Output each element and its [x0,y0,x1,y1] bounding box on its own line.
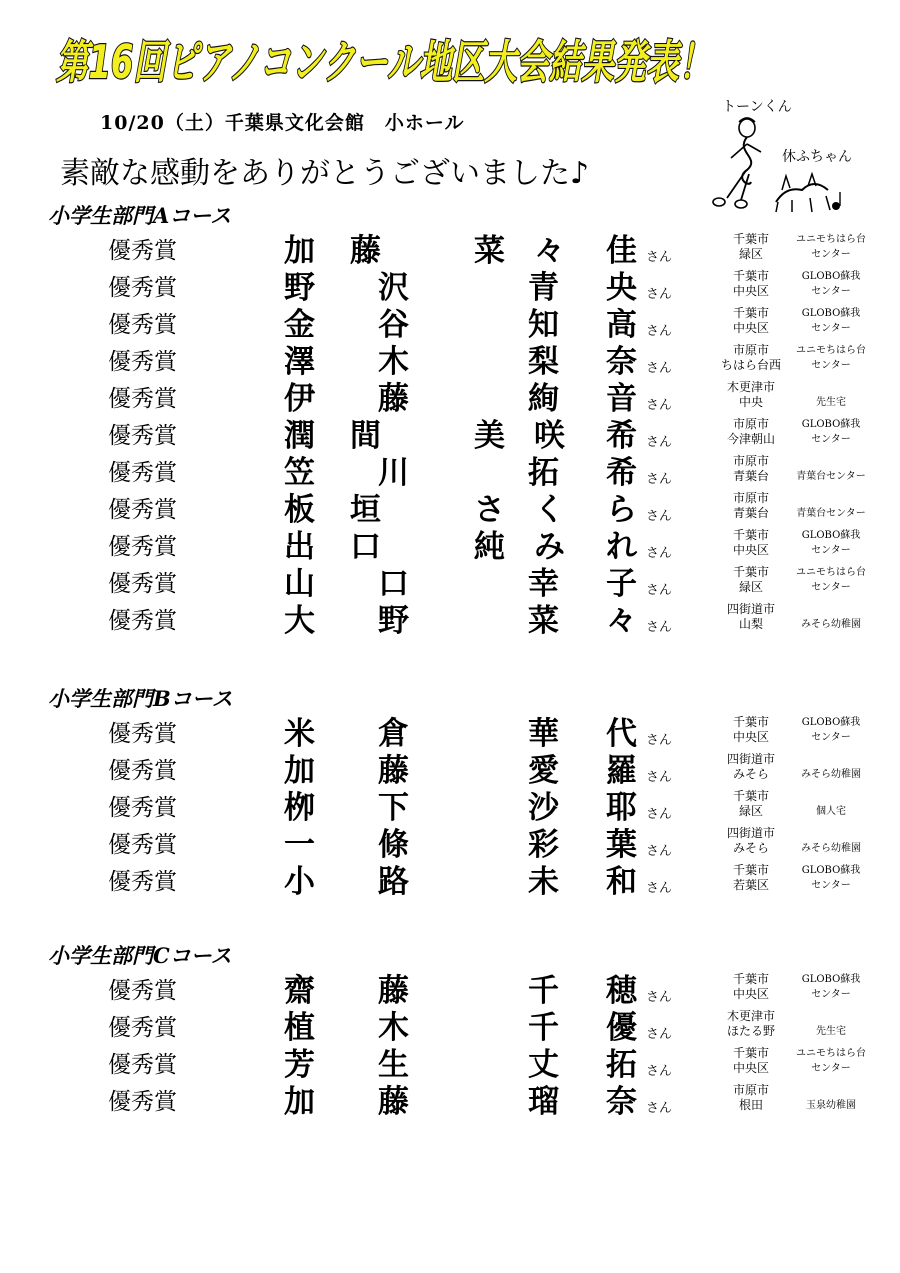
venue [786,715,876,745]
location-area: みそら [732,767,769,781]
venue-line: センター [811,323,851,334]
venue-line: GLOBO蘇我 [801,717,861,728]
award-label: 優秀賞 [108,386,177,412]
location [716,565,786,595]
location-area: 中央区 [732,284,769,298]
location-area: 中央区 [732,1061,769,1075]
name-char: 葉 [606,827,637,863]
location-city: 千葉市 [732,715,769,729]
name-char: み [534,529,565,565]
venue-line: ユニモちはら台 [796,234,866,245]
name-char: 倉 [378,716,409,752]
location-city: 千葉市 [732,972,769,986]
honorific: さん [646,546,673,561]
venue-line: 個人宅 [816,806,846,817]
name-char: 山 [284,566,315,602]
name-char: 生 [378,1047,409,1083]
venue-line [786,826,876,841]
location-area: 中央区 [732,730,769,744]
name-char: 奈 [606,344,637,380]
name-char: 芳 [284,1047,315,1083]
location [716,1083,786,1113]
honorific: さん [646,250,673,265]
location-city: 市原市 [732,343,769,357]
name-char: 潤 [284,418,315,454]
name-char: 々 [534,233,565,269]
venue [786,343,876,373]
name-char: 拓 [528,455,559,491]
name-char: 一 [284,827,315,863]
location [716,826,786,856]
honorific: さん [646,881,673,896]
honorific: さん [646,1101,673,1116]
location-city: 市原市 [732,454,769,468]
venue-line: センター [811,286,851,297]
award-label: 優秀賞 [108,795,177,821]
name-char: 條 [378,827,409,863]
honorific: さん [646,844,673,859]
name-char: 々 [606,603,637,639]
venue [786,1009,876,1039]
venue-line: センター [811,360,851,371]
name-char: 穂 [606,973,637,1009]
location-area: ほたる野 [726,1024,775,1038]
location-area: 今津朝山 [726,432,775,446]
award-label: 優秀賞 [108,1052,177,1078]
venue-line [786,1083,876,1098]
award-label: 優秀賞 [108,608,177,634]
name-char: 加 [284,1084,315,1120]
name-char: 音 [606,381,637,417]
name-char: 瑠 [528,1084,559,1120]
honorific: さん [646,1027,673,1042]
name-char: 央 [606,270,637,306]
name-char: 丈 [528,1047,559,1083]
venue-line [786,491,876,506]
location-area: ちはら台西 [720,358,781,372]
venue-line: センター [811,1063,851,1074]
location-area: 青葉台 [732,506,769,520]
name-char: 奈 [606,1084,637,1120]
thanks-message: 素敵な感動をありがとうございました♪ [60,156,590,191]
venue [786,269,876,299]
name-char: 羅 [606,753,637,789]
name-char: 出 [284,529,315,565]
venue-line: センター [811,434,851,445]
name-char: 澤 [284,344,315,380]
venue [786,454,876,484]
venue-line: 青葉台センター [796,508,866,519]
name-char: 伊 [284,381,315,417]
location-city: 四街道市 [726,826,775,840]
mascot-kyufu-illustration [768,168,846,216]
result-row [0,602,900,644]
name-char: 咲 [534,418,565,454]
venue-line [786,752,876,767]
location-area: 緑区 [738,804,763,818]
honorific: さん [646,509,673,524]
name-char: 野 [378,603,409,639]
name-char: 千 [528,973,559,1009]
venue-line: センター [811,880,851,891]
name-char: 木 [378,1010,409,1046]
name-char: 青 [528,270,559,306]
name-char: 和 [606,864,637,900]
name-char: 藤 [378,381,409,417]
name-char: 川 [378,455,409,491]
venue [786,789,876,819]
location [716,232,786,262]
award-label: 優秀賞 [108,571,177,597]
venue [786,826,876,856]
name-char: 金 [284,307,315,343]
location-area: 青葉台 [732,469,769,483]
result-row [0,863,900,905]
name-char: 藤 [350,233,381,269]
venue-line: ユニモちはら台 [796,345,866,356]
name-char: 栁 [284,790,315,826]
location [716,306,786,336]
name-char: 拓 [606,1047,637,1083]
name-char: 希 [606,455,637,491]
name-char: 千 [528,1010,559,1046]
name-char: く [534,492,565,528]
honorific: さん [646,770,673,785]
venue-line: GLOBO蘇我 [801,974,861,985]
name-char: 彩 [528,827,559,863]
honorific: さん [646,733,673,748]
name-char: 耶 [606,790,637,826]
award-label: 優秀賞 [108,423,177,449]
name-char: 加 [284,753,315,789]
venue-line: 先生宅 [816,1026,846,1037]
location-city: 木更津市 [726,1009,775,1023]
venue [786,417,876,447]
name-char: 華 [528,716,559,752]
name-char: 愛 [528,753,559,789]
name-char: 沙 [528,790,559,826]
location [716,491,786,521]
location-city: 木更津市 [726,380,775,394]
venue-line: GLOBO蘇我 [801,308,861,319]
name-char: 沢 [378,270,409,306]
award-label: 優秀賞 [108,460,177,486]
name-char: 優 [606,1010,637,1046]
honorific: さん [646,620,673,635]
location-city: 市原市 [732,417,769,431]
name-char: 小 [284,864,315,900]
location-city: 四街道市 [726,602,775,616]
venue-line: センター [811,545,851,556]
name-char: 佳 [606,233,637,269]
venue-line: みそら幼稚園 [801,843,861,854]
honorific: さん [646,324,673,339]
name-char: 間 [350,418,381,454]
venue-line: GLOBO蘇我 [801,419,861,430]
location-area: 中央区 [732,321,769,335]
location-area: 中央区 [732,987,769,1001]
name-char: 加 [284,233,315,269]
location-city: 千葉市 [732,232,769,246]
location-area: 中央 [738,395,763,409]
name-char: 代 [606,716,637,752]
venue-line [786,789,876,804]
venue-line [786,454,876,469]
venue [786,972,876,1002]
name-char: 路 [378,864,409,900]
location-city: 千葉市 [732,863,769,877]
title-banner-text: 第16回ピアノコンクール地区大会結果発表！ [56,35,711,89]
title-banner [50,22,720,102]
location [716,752,786,782]
location-city: 千葉市 [732,528,769,542]
name-char: 藤 [378,753,409,789]
venue [786,863,876,893]
location-area: 若葉区 [732,878,769,892]
honorific: さん [646,361,673,376]
location-city: 市原市 [732,491,769,505]
venue [786,232,876,262]
honorific: さん [646,1064,673,1079]
location-area: 山梨 [738,617,763,631]
award-label: 優秀賞 [108,1089,177,1115]
honorific: さん [646,583,673,598]
location [716,1009,786,1039]
venue-line: みそら幼稚園 [801,769,861,780]
venue-line [786,1009,876,1024]
honorific: さん [646,990,673,1005]
location [716,715,786,745]
location-city: 四街道市 [726,752,775,766]
name-char: 幸 [528,566,559,602]
location-city: 市原市 [732,1083,769,1097]
venue-line: 玉泉幼稚園 [806,1100,856,1111]
section-title: 小学生部門Aコース [48,203,232,228]
location [716,863,786,893]
venue [786,1083,876,1113]
mascot-name-kyufu: 休ふちゃん [782,149,852,165]
award-label: 優秀賞 [108,1015,177,1041]
award-label: 優秀賞 [108,238,177,264]
result-row [0,1083,900,1125]
award-label: 優秀賞 [108,758,177,784]
venue [786,528,876,558]
location-city: 千葉市 [732,565,769,579]
award-label: 優秀賞 [108,312,177,338]
name-char: 大 [284,603,315,639]
location-area: 根田 [738,1098,763,1112]
location [716,528,786,558]
section-title: 小学生部門Cコース [48,943,232,968]
location-city: 千葉市 [732,789,769,803]
location-area: 緑区 [738,580,763,594]
name-char: 米 [284,716,315,752]
name-char: 菜 [528,603,559,639]
name-char: 木 [378,344,409,380]
date-venue: 10/20（土）千葉県文化会館 小ホール [100,112,465,134]
venue-line: センター [811,989,851,1000]
location-area: 中央区 [732,543,769,557]
venue-line: GLOBO蘇我 [801,865,861,876]
venue-line: 先生宅 [816,397,846,408]
venue [786,380,876,410]
name-char: 口 [350,529,381,565]
honorific: さん [646,398,673,413]
location [716,1046,786,1076]
name-char: 口 [378,566,409,602]
name-char: 谷 [378,307,409,343]
venue-line [786,602,876,617]
honorific: さん [646,472,673,487]
award-label: 優秀賞 [108,721,177,747]
location [716,789,786,819]
name-char: 希 [606,418,637,454]
name-char: 植 [284,1010,315,1046]
name-char: 藤 [378,973,409,1009]
location-city: 千葉市 [732,306,769,320]
location [716,343,786,373]
name-char: 未 [528,864,559,900]
name-char: 美 [474,418,505,454]
location-city: 千葉市 [732,269,769,283]
location-area: 緑区 [738,247,763,261]
venue-line: ユニモちはら台 [796,567,866,578]
name-char: 板 [284,492,315,528]
name-char: 純 [474,529,505,565]
location [716,454,786,484]
mascot-name-tone: トーンくん [722,99,792,115]
venue-line: GLOBO蘇我 [801,530,861,541]
honorific: さん [646,435,673,450]
name-char: れ [606,529,637,565]
name-char: 下 [378,790,409,826]
name-char: 子 [606,566,637,602]
venue [786,752,876,782]
name-char: 高 [606,307,637,343]
name-char: ら [606,492,637,528]
name-char: 野 [284,270,315,306]
name-char: 齋 [284,973,315,1009]
award-label: 優秀賞 [108,275,177,301]
location [716,417,786,447]
location [716,380,786,410]
venue [786,491,876,521]
award-label: 優秀賞 [108,534,177,560]
honorific: さん [646,807,673,822]
venue [786,306,876,336]
venue [786,602,876,632]
location-city: 千葉市 [732,1046,769,1060]
award-label: 優秀賞 [108,497,177,523]
name-char: 藤 [378,1084,409,1120]
award-label: 優秀賞 [108,832,177,858]
location [716,972,786,1002]
venue-line: センター [811,249,851,260]
venue [786,1046,876,1076]
location [716,602,786,632]
venue-line: センター [811,582,851,593]
venue-line: GLOBO蘇我 [801,271,861,282]
venue-line: センター [811,732,851,743]
award-label: 優秀賞 [108,869,177,895]
name-char: 梨 [528,344,559,380]
name-char: 知 [528,307,559,343]
venue [786,565,876,595]
location-area: みそら [732,841,769,855]
section-title: 小学生部門Bコース [48,686,233,711]
name-char: 垣 [350,492,381,528]
name-char: 絢 [528,381,559,417]
honorific: さん [646,287,673,302]
name-char: さ [474,492,505,528]
venue-line: ユニモちはら台 [796,1048,866,1059]
venue-line [786,380,876,395]
venue-line: 青葉台センター [796,471,866,482]
award-label: 優秀賞 [108,978,177,1004]
award-label: 優秀賞 [108,349,177,375]
venue-line: みそら幼稚園 [801,619,861,630]
location [716,269,786,299]
name-char: 菜 [474,233,505,269]
name-char: 笠 [284,455,315,491]
